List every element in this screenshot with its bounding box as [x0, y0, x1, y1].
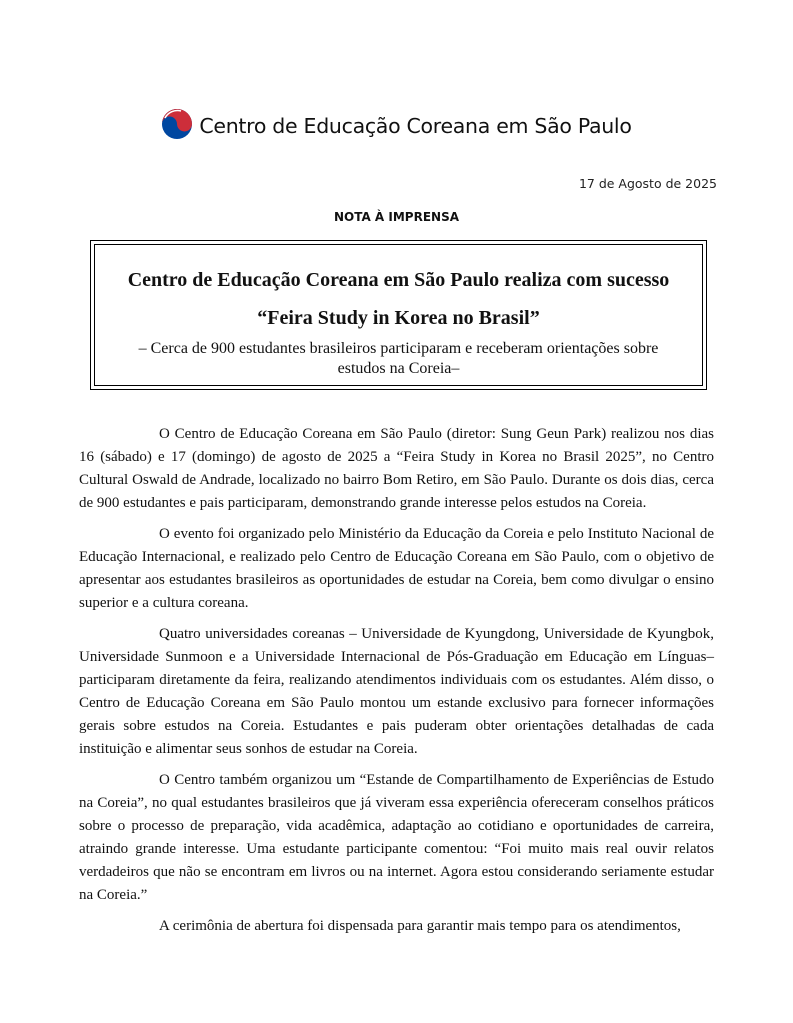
paragraph: O Centro também organizou um “Estande de Compartilhamento de Experiências de Estudo na Coreia”, no qual estudantes brasileiros que já viveram essa experiência ofereceram conselhos práticos sobre o processo de preparação, vida acadêmica, adaptação ao cotidiano e oportunidades de carreira, atraindo grande interesse. Uma estudante participante comentou: “Foi muito mais real ouvir relatos verdadeiros que não se encontram em livros ou na internet. Agora estou considerando seriamente estudar na Coreia.”	[79, 772, 714, 903]
headline-box-inner	[94, 244, 703, 386]
headline-subtitle: – Cerca de 900 estudantes brasileiros participaram e receberam orientações sobre estudos na Coreia–	[138, 340, 659, 377]
press-release-label: NOTA À IMPRENSA	[333, 210, 460, 224]
article-body	[79, 423, 714, 946]
paragraph: O evento foi organizado pelo Ministério da Educação da Coreia e pelo Instituto Nacional de Educação Internacional, e realizado pelo Centro de Educação Coreana em São Paulo, com o objetivo de apresentar aos estudantes brasileiros as oportunidades de estudar na Coreia, bem como divulgar o ensino superior e a cultura coreana.	[79, 526, 714, 611]
headline-box	[90, 240, 707, 390]
organization-title: Centro de Educação Coreana em São Paulo	[199, 114, 632, 138]
paragraph: A cerimônia de abertura foi dispensada para garantir mais tempo para os atendimentos,	[159, 918, 681, 934]
paragraph: Quatro universidades coreanas – Universidade de Kyungdong, Universidade de Kyungbok, Universidade Sunmoon e a Universidade Internacional de Pós-Graduação em Educação em Línguas– participaram diretamente da feira, realizando atendimentos individuais com os estudantes. Além disso, o Centro de Educação Coreana em São Paulo montou um estande exclusivo para fornecer informações gerais sobre estudos na Coreia. Estudantes e pais puderam obter orientações detalhadas de cada instituição e alimentar seus sonhos de estudar na Coreia.	[79, 626, 714, 757]
headline-line-2: “Feira Study in Korea no Brasil”	[257, 307, 540, 329]
release-date: 17 de Agosto de 2025	[578, 176, 717, 191]
headline-line-1: Centro de Educação Coreana em São Paulo realiza com sucesso	[127, 269, 670, 291]
taegeuk-emblem-icon	[161, 108, 193, 140]
document-header	[0, 112, 793, 140]
paragraph: O Centro de Educação Coreana em São Paulo (diretor: Sung Geun Park) realizou nos dias 16 (sábado) e 17 (domingo) de agosto de 2025 a “Feira Study in Korea no Brasil 2025”, no Centro Cultural Oswald de Andrade, localizado no bairro Bom Retiro, em São Paulo. Durante os dois dias, cerca de 900 estudantes e pais participaram, demonstrando grande interesse pelos estudos na Coreia.	[79, 426, 714, 511]
